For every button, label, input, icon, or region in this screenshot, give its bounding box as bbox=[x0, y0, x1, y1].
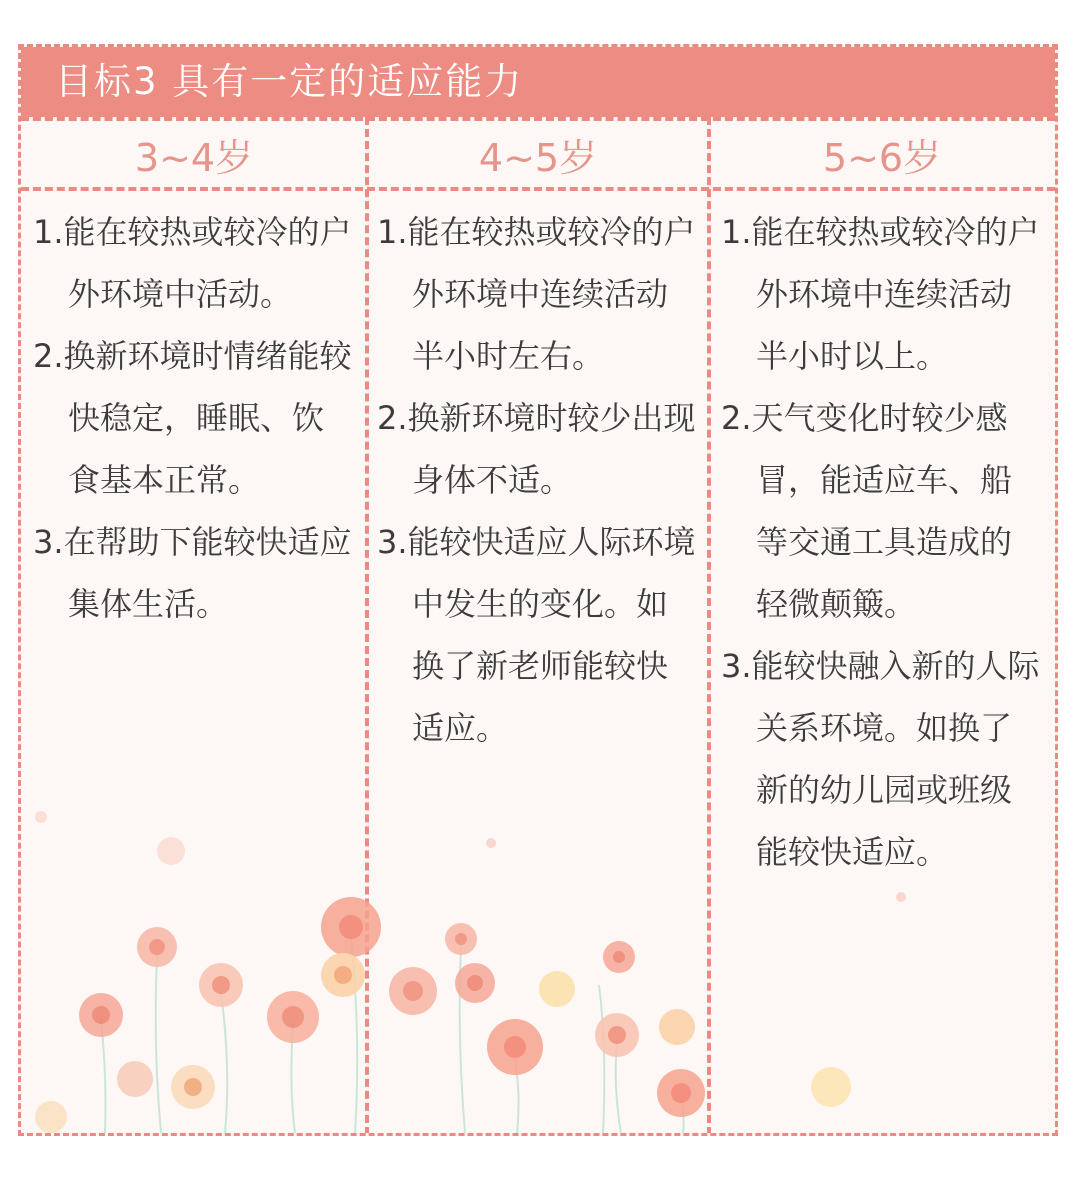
list-item: 2.换新环境时较少出现身体不适。 bbox=[377, 399, 696, 499]
column-4-5 bbox=[377, 201, 699, 759]
column-3-4 bbox=[33, 201, 355, 635]
column-5-6 bbox=[721, 201, 1043, 883]
goal-card bbox=[18, 44, 1058, 1136]
list-item: 1.能在较热或较冷的户外环境中活动。 bbox=[33, 213, 352, 313]
list-item: 3.在帮助下能较快适应集体生活。 bbox=[33, 523, 352, 623]
age-header-4-5: 4~5岁 bbox=[478, 136, 598, 180]
list-item: 1.能在较热或较冷的户外环境中连续活动半小时左右。 bbox=[377, 213, 696, 375]
age-header-3-4: 3~4岁 bbox=[134, 136, 254, 180]
list-item: 2.天气变化时较少感冒，能适应车、船等交通工具造成的轻微颠簸。 bbox=[721, 399, 1013, 623]
divider-column-2 bbox=[707, 117, 711, 1136]
list-item: 1.能在较热或较冷的户外环境中连续活动半小时以上。 bbox=[721, 213, 1040, 375]
list-item: 3.能较快融入新的人际关系环境。如换了新的幼儿园或班级能较快适应。 bbox=[721, 647, 1040, 871]
page-title: 目标3 具有一定的适应能力 bbox=[55, 60, 524, 103]
age-header-5-6: 5~6岁 bbox=[822, 136, 942, 180]
divider-column-1 bbox=[365, 117, 369, 1136]
list-item: 3.能较快适应人际环境中发生的变化。如换了新老师能较快适应。 bbox=[377, 523, 696, 747]
title-bar bbox=[21, 47, 1055, 117]
list-item: 2.换新环境时情绪能较快稳定，睡眠、饮食基本正常。 bbox=[33, 337, 352, 499]
divider-title bbox=[21, 117, 1055, 121]
